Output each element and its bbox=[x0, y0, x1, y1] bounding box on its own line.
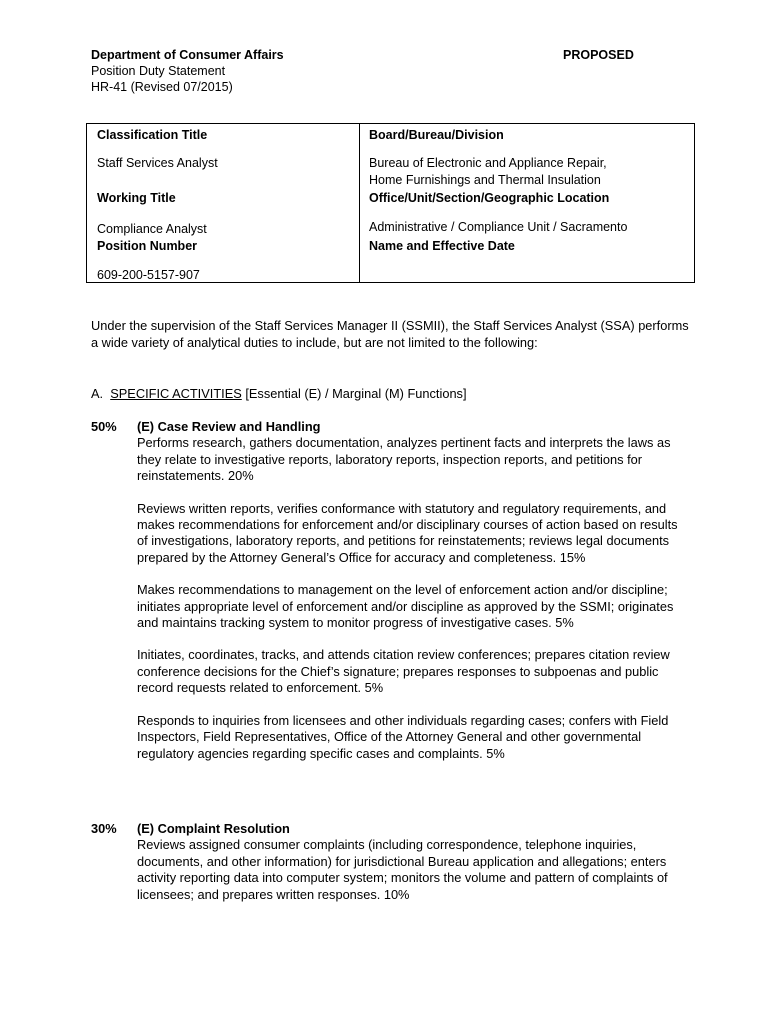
activity-heading: (E) Complaint Resolution bbox=[137, 821, 290, 836]
status-label: PROPOSED bbox=[563, 48, 634, 62]
document-type: Position Duty Statement bbox=[91, 64, 226, 78]
activity-paragraph: Reviews written reports, verifies conformance with statutory and regulatory requirements, and makes recommendations for enforcement and/or disciplinary courses of action based on results of investigations, laboratory reports, and petitions for reinstatements; reviews legal documents prepared by the Attorney General’s Office for accuracy and completeness. 15% bbox=[137, 500, 678, 565]
activity-paragraph: Responds to inquiries from licensees and other individuals regarding cases; confers with Field Inspectors, Field Representatives, Office of the Attorney General and other governmental regulatory agencies regarding specific cases and complaints. 5% bbox=[137, 712, 669, 761]
position-info-table bbox=[86, 123, 695, 283]
working-title-label: Working Title bbox=[97, 191, 176, 205]
office-label: Office/Unit/Section/Geographic Location bbox=[369, 191, 610, 205]
office-value: Administrative / Compliance Unit / Sacramento bbox=[369, 220, 628, 234]
section-a-heading bbox=[91, 385, 467, 402]
board-value-line2: Home Furnishings and Thermal Insulation bbox=[369, 173, 601, 187]
position-number-label: Position Number bbox=[97, 239, 198, 253]
board-label: Board/Bureau/Division bbox=[369, 128, 504, 142]
table-divider bbox=[359, 124, 360, 282]
activity-paragraph: Performs research, gathers documentation, analyzes pertinent facts and interprets the laws as they relate to investigative reports, laboratory reports, inspection reports, and petitions for reinstatements. 20% bbox=[137, 435, 671, 484]
section-a-suffix: [Essential (E) / Marginal (M) Functions] bbox=[245, 386, 467, 401]
form-id: HR-41 (Revised 07/2015) bbox=[91, 80, 233, 94]
activity-percent: 30% bbox=[91, 821, 117, 836]
intro-paragraph: Under the supervision of the Staff Services Manager II (SSMII), the Staff Services Analyst (SSA) performs a wide variety of analytical duties to include, but are not limited to the following: bbox=[91, 318, 689, 350]
classification-title-label: Classification Title bbox=[97, 128, 208, 142]
section-a-prefix: A. bbox=[91, 386, 104, 401]
document-header bbox=[91, 47, 284, 95]
position-number-value: 609-200-5157-907 bbox=[97, 268, 200, 282]
activity-heading: (E) Case Review and Handling bbox=[137, 419, 321, 434]
activity-paragraph: Initiates, coordinates, tracks, and attends citation review conferences; prepares citation review conference decisions for the Chief’s signature; prepares responses to subpoenas and public record requests related to enforcement. 5% bbox=[137, 647, 670, 696]
working-title-value: Compliance Analyst bbox=[97, 222, 207, 236]
section-a-title: SPECIFIC ACTIVITIES bbox=[110, 386, 242, 401]
activity-percent: 50% bbox=[91, 419, 117, 434]
activity-paragraph: Reviews assigned consumer complaints (including correspondence, telephone inquiries, documents, and other information) for jurisdictional Bureau application and allegations; enters activity reporting data into computer system; monitors the volume and pattern of complaints of licensees; and prepares written responses. 10% bbox=[137, 837, 668, 902]
board-value-line1: Bureau of Electronic and Appliance Repair, bbox=[369, 156, 607, 170]
department-name: Department of Consumer Affairs bbox=[91, 48, 284, 62]
name-date-label: Name and Effective Date bbox=[369, 239, 515, 253]
activity-block bbox=[137, 821, 682, 919]
classification-title-value: Staff Services Analyst bbox=[97, 156, 218, 170]
activity-paragraph: Makes recommendations to management on the level of enforcement action and/or discipline; initiates appropriate level of enforcement and/or discipline as approved by the SSMI; originates and maintains tracking system to monitor progress of investigative cases. 5% bbox=[137, 582, 674, 631]
activity-block bbox=[137, 419, 682, 778]
